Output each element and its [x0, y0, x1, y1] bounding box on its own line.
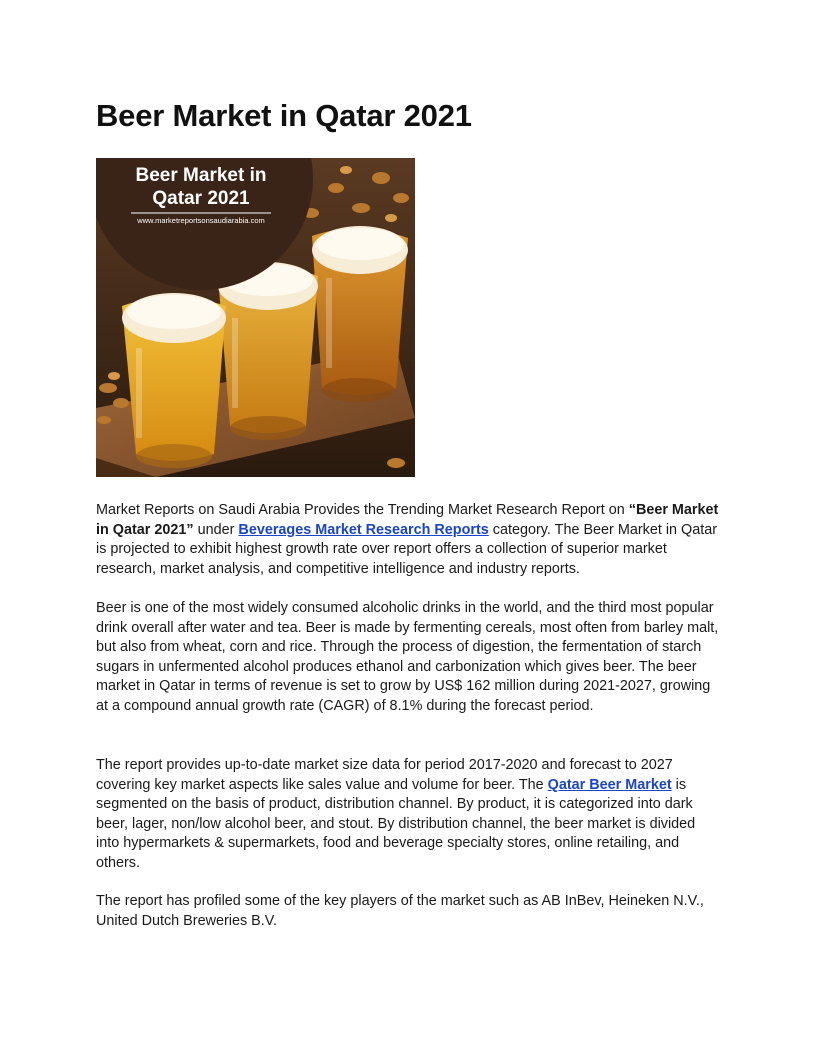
hero-title-line2: Qatar 2021 [152, 188, 250, 209]
report-name: Beer Market in Qatar 2021 [96, 502, 719, 538]
qatar-beer-market-link[interactable]: Qatar Beer Market [547, 776, 672, 793]
quote-open: “ [628, 502, 636, 518]
segmentation-text-before: The report provides up-to-date market size data for period 2017-2020 and forecast to 2027 covering key market aspects like sales value and volume for beer. The [96, 757, 673, 793]
page-title: Beer Market in Qatar 2021 [96, 98, 472, 133]
segmentation-paragraph [96, 756, 720, 873]
hero-image [96, 158, 415, 477]
intro-text: Market Reports on Saudi Arabia Provides the Trending Market Research Report on [96, 502, 629, 518]
under-text: under [193, 521, 239, 538]
key-players-text: The report has profiled some of the key players of the market such as AB InBev, Heineken N.V., United Dutch Breweries B.V. [96, 893, 704, 929]
intro-rest-text: category. The Beer Market in Qatar is projected to exhibit highest growth rate over report offers a collection of superior market research, market analysis, and competitive intelligence and industry reports. [96, 521, 718, 577]
intro-paragraph [96, 501, 720, 579]
quote-close: ” [186, 521, 194, 538]
hero-url: www.marketreportsonsaudiarabia.com [137, 216, 265, 225]
hero-title-line1: Beer Market in [135, 165, 267, 186]
hero-title [106, 164, 296, 210]
segmentation-text-after: is segmented on the basis of product, distribution channel. By product, it is categorized into dark beer, lager, non/low alcohol beer, and stout. By distribution channel, the beer market is divided into hypermarkets & supermarkets, food and beverage specialty stores, online retailing, and others. [96, 776, 696, 871]
beverages-report-link[interactable]: Beverages Market Research Reports [238, 521, 489, 538]
description-text: Beer is one of the most widely consumed alcoholic drinks in the world, and the third most popular drink overall after water and tea. Beer is made by fermenting cereals, most often from barley malt, but also from wheat, corn and rice. Through the process of digestion, the fermentation of starch sugars in unfermented alcohol produces ethanol and carbonization which gives beer. The beer market in Qatar in terms of revenue is set to grow by US$ 162 million during 2021-2027, growing at a compound annual growth rate (CAGR) of 8.1% during the forecast period. [96, 600, 719, 714]
key-players-paragraph [96, 892, 720, 931]
description-paragraph [96, 599, 720, 716]
